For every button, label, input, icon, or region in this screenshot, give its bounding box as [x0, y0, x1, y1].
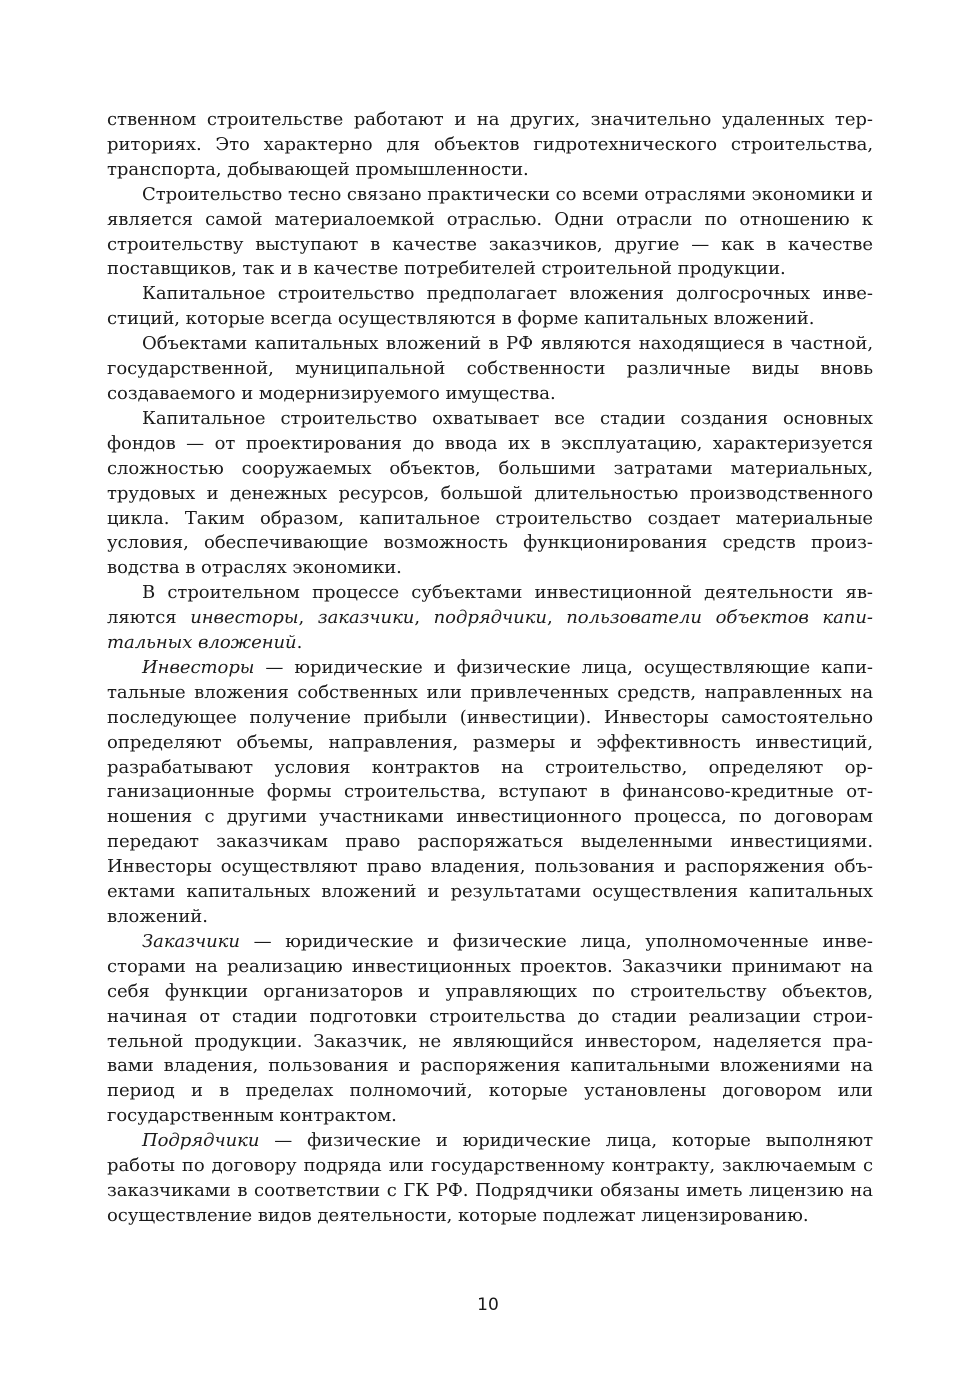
- text-run: ,: [298, 607, 318, 629]
- text-run: ственном строительстве работают и на других, значительно удаленных территориях. Это характерно для объектов гидротехнического строительства, транспорта, добывающей промышленности.: [107, 109, 873, 180]
- paragraph: [107, 183, 873, 283]
- italic-term: Заказчики: [142, 930, 240, 952]
- italic-term: инвесторы: [190, 607, 299, 629]
- text-run: — юридические и физические лица, осуществляющие капитальные вложения собственных или привлеченных средств, направленных на последующее получение прибыли (инвестиции). Инвесторы самостоятельно определяют объемы, направления, размеры и эффективность инвестиций, разрабатывают условия контрактов на строительство, определяют организационные формы строительства, вступают в финансово-кредитные отношения с другими участниками инвестиционного процесса, по договорам передают заказчикам право распоряжаться выделенными инвестициями. Инвесторы осуществляют право владения, пользования и распоряжения объектами капитальных вложений и результатами осуществления капитальных вложений.: [107, 656, 873, 927]
- italic-term: пользователи объектов капитальных вложений: [107, 607, 873, 654]
- text-run: Строительство тесно связано практически со всеми отраслями экономики и является самой материалоемкой отраслью. Одни отрасли по отношению к строительству выступают в качестве заказчиков, другие — как в качестве поставщиков, так и в качестве потребителей строительной продукции.: [107, 183, 873, 280]
- text-run: Капитальное строительство охватывает все стадии создания основных фондов — от проектирования до ввода их в эксплуатацию, характеризуется сложностью сооружаемых объектов, большими затратами материальных, трудовых и денежных ресурсов, большой длительностью производственного цикла. Таким образом, капитальное строительство создает материальные условия, обеспечивающие возможность функционирования средств производства в отраслях экономики.: [107, 407, 873, 579]
- text-run: В строительном процессе субъектами инвестиционной деятельности являются: [107, 582, 873, 629]
- paragraph: [107, 282, 873, 332]
- text-run: Капитальное строительство предполагает вложения долгосрочных инвестиций, которые всегда осуществляются в форме капитальных вложений.: [107, 283, 873, 330]
- text-run: — физические и юридические лица, которые выполняют работы по договору подряда или государственному контракту, заключаемым с заказчиками в соответствии с ГК РФ. Подрядчики обязаны иметь лицензию на осуществление видов деятельности, которые подлежат лицензированию.: [107, 1130, 873, 1226]
- paragraph: [107, 1129, 873, 1229]
- paragraph: [107, 332, 873, 407]
- italic-term: подрядчики: [433, 607, 547, 629]
- text-run: — юридические и физические лица, уполномоченные инвесторами на реализацию инвестиционных проектов. Заказчики принимают на себя функции организаторов и управляющих по строительству объектов, начиная от стадии подготовки строительства до стадии реализации строительной продукции. Заказчик, не являющийся инвестором, наделяется правами владения, пользования и распоряжения капитальными вложениями на период и в пределах полномочий, которые установлены договором или государственным контрактом.: [107, 930, 873, 1127]
- paragraph: [107, 656, 873, 930]
- italic-term: Подрядчики: [142, 1130, 260, 1152]
- text-run: Объектами капитальных вложений в РФ являются находящиеся в частной, государственной, муниципальной собственности различные виды вновь создаваемого и модернизируемого имущества.: [107, 333, 873, 404]
- italic-term: заказчики: [317, 607, 415, 629]
- page-body: [107, 108, 873, 1229]
- paragraph: [107, 930, 873, 1129]
- text-run: ,: [414, 607, 434, 629]
- italic-term: Инвесторы: [142, 656, 255, 678]
- text-run: ,: [546, 607, 567, 629]
- paragraph: [107, 407, 873, 581]
- paragraph: [107, 108, 873, 183]
- page-number: 10: [477, 1295, 499, 1315]
- text-run: .: [296, 632, 303, 654]
- paragraph: [107, 581, 873, 656]
